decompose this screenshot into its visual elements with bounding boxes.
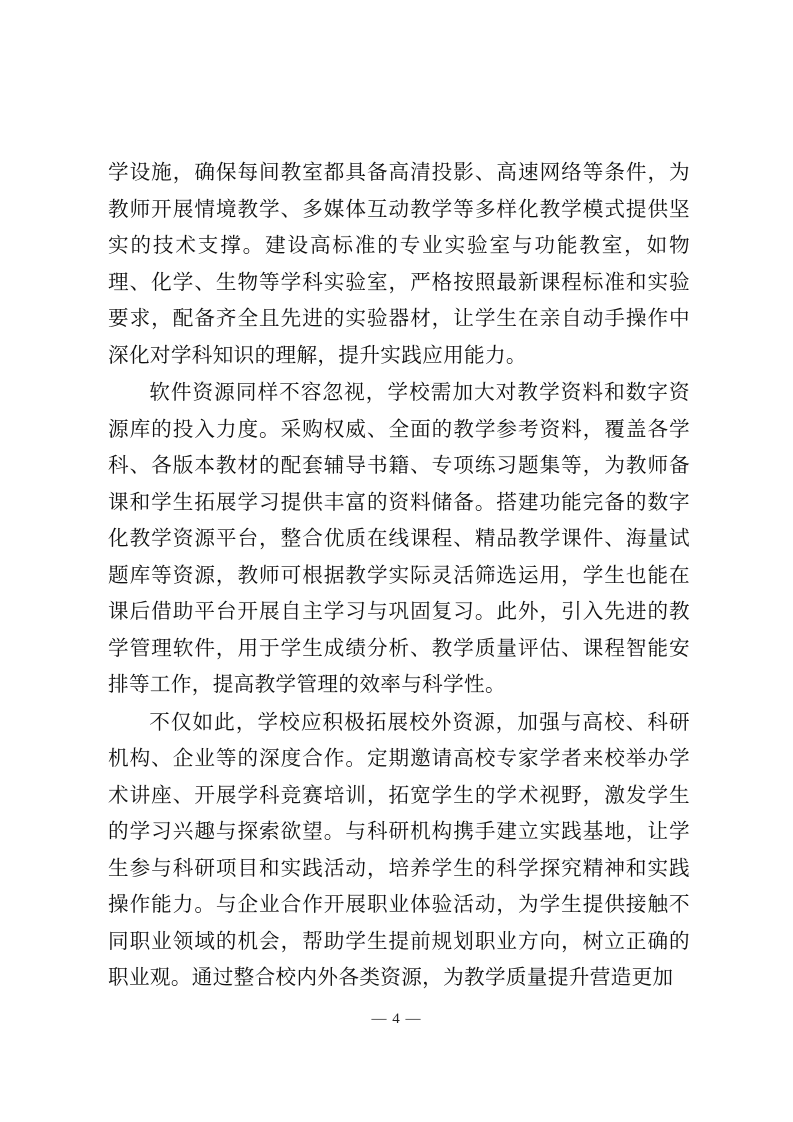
paragraph-software-resources: 软件资源同样不容忽视，学校需加大对教学资料和数字资源库的投入力度。采购权威、全面的教学参考资料，覆盖各学科、各版本教材的配套辅导书籍、专项练习题集等，为教师备课和学生拓展学习提供丰富的资料储备。搭建功能完备的数字化教学资源平台，整合优质在线课程、精品教学课件、海量试题库等资源，教师可根据教学实际灵活筛选运用，学生也能在课后借助平台开展自主学习与巩固复习。此外，引入先进的教学管理软件，用于学生成绩分析、教学质量评估、课程智能安排等工作，提高教学管理的效率与科学性。 [108, 380, 690, 696]
paragraph-external-resources: 不仅如此，学校应积极拓展校外资源，加强与高校、科研机构、企业等的深度合作。定期邀请高校专家学者来校举办学术讲座、开展学科竞赛培训，拓宽学生的学术视野，激发学生的学习兴趣与探索欲望。与科研机构携手建立实践基地，让学生参与科研项目和实践活动，培养学生的科学探究精神和实践操作能力。与企业合作开展职业体验活动，为学生提供接触不同职业领域的机会，帮助学生提前规划职业方向，树立正确的职业观。通过整合校内外各类资源，为教学质量提升营造更加 [108, 709, 690, 989]
paragraph-hardware-facilities: 学设施，确保每间教室都具备高清投影、高速网络等条件，为教师开展情境教学、多媒体互动教学等多样化教学模式提供坚实的技术支撑。建设高标准的专业实验室与功能教室，如物理、化学、生物等学科实验室，严格按照最新课程标准和实验要求，配备齐全且先进的实验器材，让学生在亲自动手操作中深化对学科知识的理解，提升实践应用能力。 [108, 160, 690, 367]
body-text [108, 154, 690, 996]
page-number: — 4 — [371, 1011, 422, 1027]
